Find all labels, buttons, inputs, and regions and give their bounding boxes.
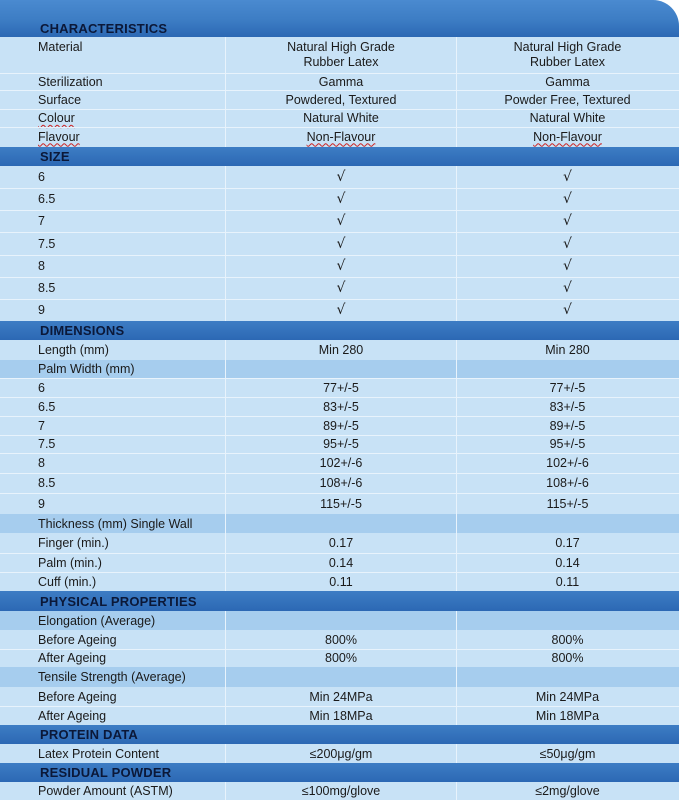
row-label: Before Ageing [38,632,117,647]
check-icon: √ [336,235,346,252]
check-icon: √ [336,191,346,207]
row-divider [0,473,679,474]
top-band [0,0,679,20]
value-a: Min 24MPa [309,689,373,704]
size-label: 8 [38,259,45,273]
row-label: Colour [38,111,75,125]
value-b: 95+/-5 [549,437,586,451]
value-a: 77+/-5 [323,380,359,395]
table-row-sterilization [0,73,679,90]
value-b: 800% [551,632,584,647]
row-label: 7 [38,418,45,433]
table-row [0,378,679,397]
table-row [0,572,679,591]
value-a: 0.17 [328,536,354,550]
subheader-title: Tensile Strength (Average) [38,670,186,684]
table-row [0,397,679,416]
row-divider [0,255,679,256]
value-a: 95+/-5 [323,437,359,451]
table-row [0,166,679,188]
value-b: 89+/-5 [549,418,586,433]
row-divider [0,109,679,110]
row-divider [0,127,679,128]
check-icon: √ [563,213,572,229]
value-b: 800% [551,651,584,665]
value-b: 102+/-6 [546,456,589,470]
check-icon: √ [336,213,346,229]
column-divider [456,611,457,725]
value-a: 0.11 [329,574,353,589]
table-row [0,435,679,453]
section-title: SIZE [40,149,70,164]
size-label: 8.5 [38,281,56,295]
table-row [0,210,679,232]
value-b: ≤2mg/glove [535,784,600,798]
section-header-dimensions [0,321,679,340]
row-label: Surface [38,93,82,107]
table-row [0,416,679,435]
row-divider [0,572,679,573]
row-label: 9 [38,496,45,511]
table-row [0,473,679,493]
section-title: DIMENSIONS [40,323,125,338]
table-row-protein [0,744,679,763]
table-row [0,687,679,706]
table-row [0,706,679,725]
value-b: 77+/-5 [549,380,586,395]
section-header-physical-properties [0,591,679,611]
column-divider [225,611,226,725]
row-label: Sterilization [38,74,103,89]
row-label: 8 [38,456,45,470]
section-title: RESIDUAL POWDER [40,765,172,780]
table-row [0,188,679,210]
table-row [0,299,679,321]
value-a: 800% [325,632,357,647]
check-icon: √ [336,169,346,185]
value-b: 83+/-5 [549,399,586,414]
value-a: 102+/-6 [319,456,363,470]
row-divider [0,90,679,91]
row-label: 6 [38,380,45,395]
section-header-protein-data [0,725,679,744]
row-label: Before Ageing [38,689,117,704]
check-icon: √ [563,235,572,252]
section-title: PROTEIN DATA [40,727,138,742]
row-label: Material [38,40,83,54]
size-label: 7.5 [38,236,56,251]
row-label: 6.5 [38,399,56,414]
value-a: Non-Flavour [306,129,376,144]
size-label: 6 [38,170,45,184]
subheader-title: Thickness (mm) Single Wall [38,516,193,531]
check-icon: √ [563,169,572,185]
column-divider [225,37,226,147]
value-a: 89+/-5 [323,418,359,433]
value-a: 800% [325,651,357,665]
value-b: Natural White [529,111,606,125]
value-b: 0.17 [555,536,580,550]
value-b: 115+/-5 [546,496,589,511]
value-b: 0.14 [555,555,580,570]
section-title: CHARACTERISTICS [40,21,168,36]
row-divider [0,73,679,74]
row-label: After Ageing [38,708,107,723]
check-icon: √ [336,280,346,296]
value-b: Gamma [545,74,590,89]
section-header-residual-powder [0,763,679,782]
column-divider [456,744,457,763]
row-divider [0,232,679,233]
table-row-colour [0,109,679,127]
value-b: Min 24MPa [535,689,600,704]
subheader-title: Palm Width (mm) [38,362,135,376]
value-b: 108+/-6 [546,476,589,490]
table-row-length [0,340,679,360]
value-a: Natural High Grade Rubber Latex [287,40,395,69]
row-divider [0,188,679,189]
section-title: PHYSICAL PROPERTIES [40,593,197,609]
value-a: 108+/-6 [319,476,363,490]
value-b: Non-Flavour [533,129,602,144]
row-label: 8.5 [38,476,56,490]
value-a: 83+/-5 [323,399,359,414]
table-row [0,277,679,299]
column-divider [225,744,226,763]
row-divider [0,553,679,554]
table-row [0,630,679,649]
row-divider [0,493,679,494]
column-divider [456,37,457,147]
row-label: Latex Protein Content [38,746,159,761]
row-label: Palm (min.) [38,555,102,570]
row-label: Length (mm) [38,343,109,357]
row-divider [0,378,679,379]
value-a: Min 280 [318,343,364,357]
value-a: Natural White [303,111,379,125]
value-b: Min 280 [545,343,590,357]
column-divider [225,782,226,800]
table-row [0,533,679,553]
row-divider [0,453,679,454]
check-icon: √ [336,258,346,274]
row-label: After Ageing [38,651,107,665]
row-divider [0,299,679,300]
subheader-title: Elongation (Average) [38,613,156,628]
value-a: Gamma [318,74,364,89]
check-icon: √ [563,191,572,207]
section-header-size [0,147,679,166]
row-divider [0,397,679,398]
value-a: ≤200μg/gm [309,746,373,761]
subheader-elongation [0,611,679,630]
check-icon: √ [563,280,572,296]
value-b: ≤50μg/gm [539,746,596,761]
row-divider [0,210,679,211]
subheader-tensile [0,667,679,687]
table-row [0,493,679,514]
subheader-palm-width [0,360,679,378]
row-divider [0,277,679,278]
section-header-characteristics [0,20,679,37]
row-label: Finger (min.) [38,536,109,550]
value-b: Natural High Grade Rubber Latex [513,40,622,69]
value-b: 0.11 [555,574,580,589]
value-a: ≤100mg/glove [301,784,381,798]
value-b: Powder Free, Textured [504,93,631,107]
table-row [0,649,679,667]
size-label: 9 [38,303,45,317]
table-row [0,553,679,572]
table-row [0,255,679,277]
check-icon: √ [336,302,346,318]
size-label: 7 [38,214,45,228]
row-divider [0,706,679,707]
row-label: Powder Amount (ASTM) [38,784,173,798]
check-icon: √ [563,302,572,318]
row-label: Flavour [38,129,80,144]
column-divider [225,166,226,321]
table-row-material [0,37,679,73]
column-divider [456,782,457,800]
table-row [0,232,679,255]
subheader-thickness [0,514,679,533]
value-a: Min 18MPa [309,708,373,723]
row-label: Cuff (min.) [38,574,97,589]
value-a: Powdered, Textured [285,93,397,107]
size-label: 6.5 [38,192,56,206]
check-icon: √ [563,258,572,274]
row-label: 7.5 [38,437,56,451]
table-row-flavour [0,127,679,146]
table-row [0,453,679,473]
value-a: 115+/-5 [320,496,362,511]
column-divider [456,166,457,321]
row-divider [0,416,679,417]
row-divider [0,435,679,436]
value-b: Min 18MPa [535,708,600,723]
table-row-surface [0,91,679,109]
row-divider [0,649,679,650]
value-a: 0.14 [328,555,354,570]
table-row-powder [0,782,679,800]
